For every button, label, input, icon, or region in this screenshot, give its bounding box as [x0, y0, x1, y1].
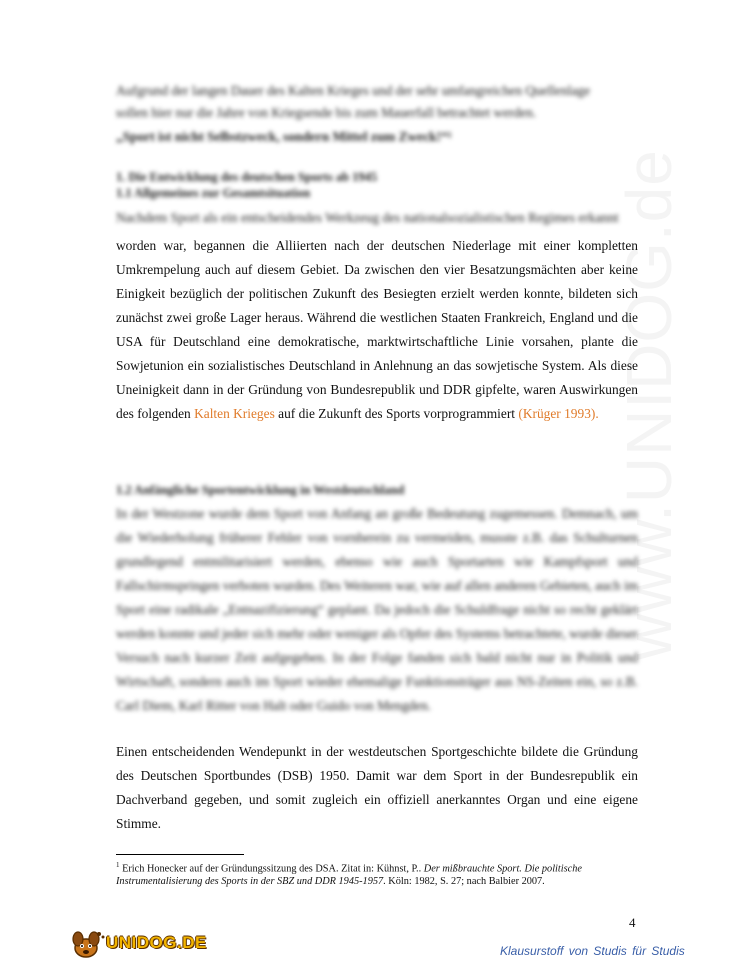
dog-icon — [66, 928, 106, 960]
blurred-quote: „Sport ist nicht Selbstzweck, sondern Mittel zum Zweck!“¹ — [116, 129, 452, 144]
section-heading-1: 1. Die Entwicklung des deutschen Sports ab 1945 — [116, 170, 378, 184]
footnote-separator — [116, 854, 244, 855]
blurred-intro-line-2: sollen hier nur die Jahre von Kriegsende bis zum Mauerfall betrachtet werden. — [116, 105, 537, 120]
blurred-intro-line-1: Aufgrund der langen Dauer des Kalten Krieges und der sehr umfangreichen Quellenlage — [116, 83, 591, 98]
paragraph-3: Einen entscheidenden Wendepunkt in der westdeutschen Sportgeschichte bildete die Gründung des Deutschen Sportbundes (DSB) 1950. Damit war dem Sport in der Bundesrepublik ein Dachverband gegeben, und somit zugleich ein offiziell anerkanntes Organ und eine eigene Stimme. — [116, 744, 638, 831]
footnote-title: Der mißbrauchte Sport. Die politische Instrumentalisierung des Sports in der SBZ und DDR 1945-1957 — [116, 863, 582, 888]
tagline: Klausurstoff von Studis für Studis — [500, 944, 685, 958]
section-heading-1-2: 1.2 Anfängliche Sportentwicklung in Westdeutschland — [116, 483, 405, 497]
footnote-text-1: Erich Honecker auf der Gründungssitzung des DSA. Zitat in: Kühnst, P.. — [119, 863, 424, 875]
section-heading-1-1: 1.1 Allgemeines zur Gesamtsituation — [116, 186, 311, 200]
paragraph-2-blurred: In der Westzone wurde dem Sport von Anfang an große Bedeutung zugemessen. Demnach, um die Wiederholung früherer Fehler von vornherein zu vermeiden, musste z.B. das Schulturnen grundlegend entmilitarisiert werden, ebenso wie auch Sportarten wie Kampfsport und Fallschirmspringen verboten wurden. Des Weiteren war, wie auf allen anderen Gebieten, auch im Sport eine radikale „Entnazifizierung“ geplant. Da jedoch die Schuldfrage nicht so recht geklärt werden konnte und jeder sich mehr oder weniger als Opfer des Systems betrachtete, wurde dieser Versuch nach kurzer Zeit aufgegeben. In der Folge fanden sich bald nicht nur in Politik und Wirtschaft, sondern auch im Sport wieder ehemalige Funktionsträger aus NS-Zeiten ein, so z.B. Carl Diem, Karl Ritter von Halt oder Guido von Mengden. — [116, 506, 638, 713]
unidog-logo[interactable] — [66, 928, 207, 960]
logo-text: UNIDOG.DE — [106, 933, 207, 952]
paragraph-1 — [116, 234, 638, 426]
page-number: 4 — [629, 915, 636, 930]
footnote-text-2: . Köln: 1982, S. 27; nach Balbier 2007. — [383, 876, 545, 888]
paragraph-1-blurred-line: Nachdem Sport als ein entscheidendes Werkzeug des nationalsozialistischen Regimes erkannt — [116, 210, 619, 225]
footnote-marker: 1 — [116, 861, 120, 869]
paragraph-1-text: worden war, begannen die Alliierten nach der deutschen Niederlage mit einer kompletten Umkrempelung auch auf diesem Gebiet. Da zwischen den vier Besatzungsmächten aber keine Einigkeit bezüglich der politischen Zukunft des Besiegten erzielt werden konnte, bildeten sich zunächst zwei große Lager heraus. Während die westlichen Staaten Frankreich, England und die USA für Deutschland eine demokratische, marktwirtschaftliche Linie vorsahen, plante die Sowjetunion ein sozialistisches Deutschland in Anlehnung an das sowjetische System. Als diese Uneinigkeit dann in der Gründung von Bundesrepublik und DDR gipfelte, waren Auswirkungen des folgenden — [116, 238, 638, 421]
link-kalten-krieges[interactable]: Kalten Krieges — [194, 406, 275, 421]
footnote — [116, 859, 638, 888]
blurred-intro — [116, 79, 638, 149]
paragraph-1-text-middle: auf die Zukunft des Sports vorprogrammiert — [274, 406, 519, 421]
link-krueger-1993[interactable]: (Krüger 1993). — [518, 406, 599, 421]
watermark: www.UNIDOG.de — [613, 149, 685, 660]
